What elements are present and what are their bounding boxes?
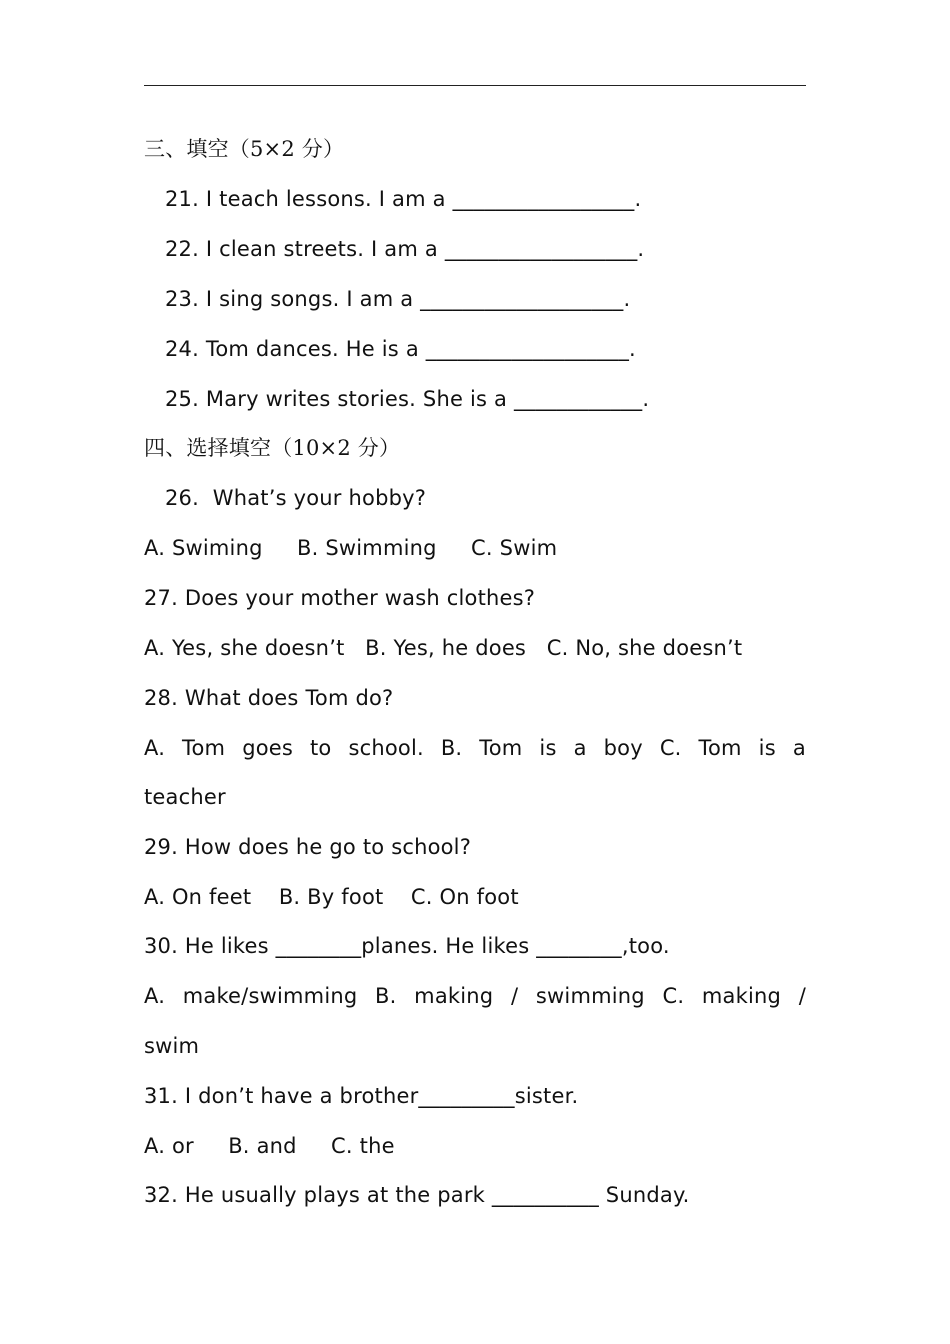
question-25: 25. Mary writes stories. She is a ____________. — [165, 387, 650, 411]
options-28 — [144, 733, 806, 763]
question-22: 22. I clean streets. I am a __________________. — [165, 237, 645, 261]
options-30-word: A. — [144, 984, 166, 1008]
options-28-word: a — [573, 736, 587, 760]
options-30-word: B. — [375, 984, 397, 1008]
header-rule — [144, 85, 806, 86]
options-30-word: C. — [662, 984, 685, 1008]
options-28-word: boy — [603, 736, 643, 760]
options-28-word: is — [539, 736, 557, 760]
options-28-word: to — [310, 736, 332, 760]
question-21: 21. I teach lessons. I am a _________________. — [165, 187, 642, 211]
question-23: 23. I sing songs. I am a ___________________. — [165, 287, 631, 311]
options-26: A. Swiming B. Swimming C. Swim — [144, 536, 558, 560]
options-28-word: Tom — [698, 736, 742, 760]
question-31: 31. I don’t have a brother_________sister. — [144, 1084, 579, 1108]
options-28-word: C. — [659, 736, 682, 760]
question-24: 24. Tom dances. He is a ___________________. — [165, 337, 636, 361]
question-28: 28. What does Tom do? — [144, 686, 394, 710]
options-29: A. On feet B. By foot C. On foot — [144, 885, 519, 909]
options-28-word: is — [758, 736, 776, 760]
options-30-word: making — [414, 984, 494, 1008]
options-28-word: Tom — [182, 736, 226, 760]
question-27: 27. Does your mother wash clothes? — [144, 586, 536, 610]
options-28-word: goes — [242, 736, 294, 760]
question-32: 32. He usually plays at the park __________ Sunday. — [144, 1183, 690, 1207]
options-28-word: A. — [144, 736, 166, 760]
options-28-word: B. — [440, 736, 463, 760]
question-26: 26. What’s your hobby? — [165, 486, 427, 510]
options-31: A. or B. and C. the — [144, 1134, 395, 1158]
options-30-word: make/swimming — [182, 984, 358, 1008]
options-28-continued: teacher — [144, 785, 226, 809]
options-28-word: a — [792, 736, 806, 760]
options-30-word: swimming — [535, 984, 645, 1008]
question-29: 29. How does he go to school? — [144, 835, 472, 859]
options-30-continued: swim — [144, 1034, 200, 1058]
options-30-word: / — [510, 984, 519, 1008]
options-28-word: Tom — [479, 736, 523, 760]
options-30 — [144, 981, 806, 1011]
options-28-word: school. — [348, 736, 424, 760]
section-heading-multiple-choice: 四、选择填空（10×2 分） — [144, 436, 401, 460]
options-30-word: making — [701, 984, 782, 1008]
section-heading-fill-blank: 三、填空（5×2 分） — [144, 137, 345, 161]
options-30-word: / — [798, 984, 806, 1008]
question-30: 30. He likes ________planes. He likes ________,too. — [144, 934, 670, 958]
options-27: A. Yes, she doesn’t B. Yes, he does C. No, she doesn’t — [144, 636, 743, 660]
